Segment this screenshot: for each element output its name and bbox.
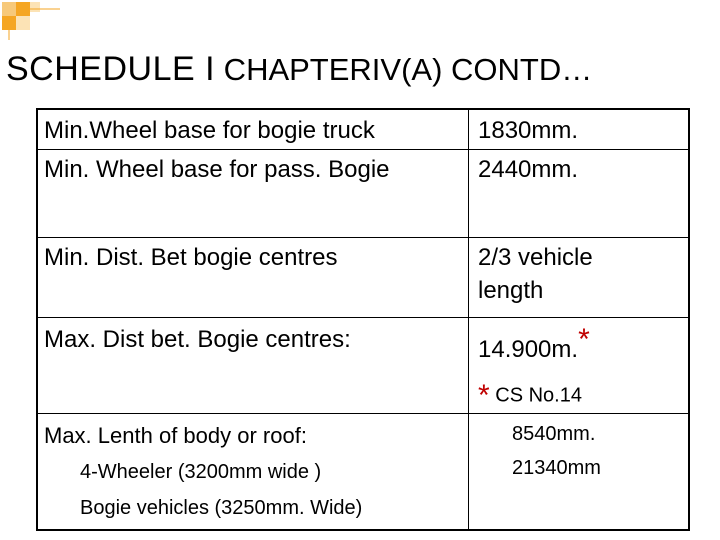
row-value bbox=[478, 323, 590, 366]
row-value-line2: length bbox=[478, 277, 544, 304]
row-label: Min. Dist. Bet bogie centres bbox=[44, 244, 338, 271]
footnote bbox=[478, 378, 582, 414]
row-value: 21340mm bbox=[512, 457, 601, 479]
row-value: 8540mm. bbox=[512, 423, 596, 445]
corner-decoration-squares bbox=[0, 0, 60, 40]
footnote-asterisk: * bbox=[478, 379, 490, 412]
row-value: 2440mm. bbox=[478, 156, 579, 183]
row-label: Max. Lenth of body or roof: bbox=[44, 423, 307, 448]
row-label: Min.Wheel base for bogie truck bbox=[44, 117, 375, 144]
specification-table bbox=[36, 108, 690, 531]
column-divider bbox=[468, 110, 469, 529]
asterisk-marker: * bbox=[578, 323, 590, 356]
title-chapter: CHAPTERIV(A) CONTD… bbox=[215, 52, 593, 87]
row-label: Max. Dist bet. Bogie centres: bbox=[44, 326, 351, 353]
row-value-text: 14.900m. bbox=[478, 336, 579, 363]
row-divider bbox=[38, 149, 688, 150]
row-divider bbox=[38, 317, 688, 318]
row-label: Min. Wheel base for pass. Bogie bbox=[44, 156, 390, 183]
row-divider bbox=[38, 237, 688, 238]
row-sublabel: 4-Wheeler (3200mm wide ) bbox=[80, 461, 322, 483]
row-sublabel: Bogie vehicles (3250mm. Wide) bbox=[80, 497, 363, 519]
row-value: 1830mm. bbox=[478, 117, 579, 144]
footnote-text: CS No.14 bbox=[489, 384, 582, 407]
title-schedule: SCHEDULE I bbox=[6, 50, 216, 88]
row-value-line1: 2/3 vehicle bbox=[478, 244, 593, 271]
page-title bbox=[6, 50, 592, 89]
row-divider bbox=[38, 413, 688, 414]
